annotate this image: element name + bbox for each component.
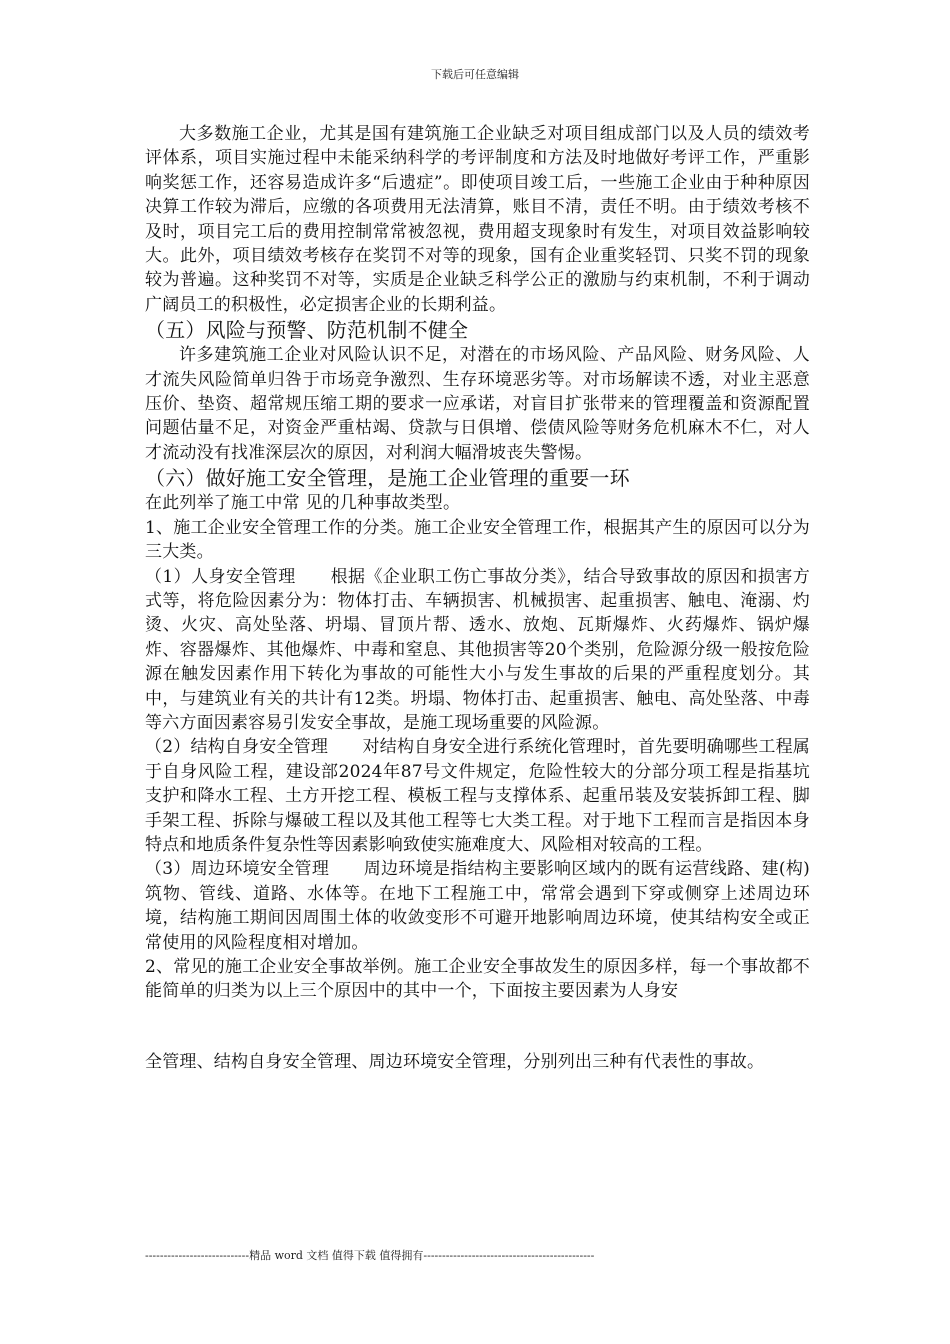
paragraph-accident-examples: 2、常见的施工企业安全事故举例。施工企业安全事故发生的原因多样，每一个事故都不能简单的归类为以上三个原因中的其中一个，下面按主要因素为人身安: [145, 957, 810, 1002]
section-heading-5: （五）风险与预警、防范机制不健全: [145, 318, 469, 343]
page-footer: ----------------------------精品 word 文档 值得下载 值得拥有----------------------------------------------: [145, 1249, 595, 1262]
section-heading-6: （六）做好施工安全管理，是施工企业管理的重要一环: [145, 466, 630, 491]
paragraph-performance-evaluation: 大多数施工企业，尤其是国有建筑施工企业缺乏对项目组成部门以及人员的绩效考评体系，项目实施过程中未能采纳科学的考评制度和方法及时地做好考评工作，严重影响奖惩工作，还容易造成许多“后遗症”。即使项目竣工后，一些施工企业由于种种原因决算工作较为滞后，应缴的各项费用无法清算，账目不清，责任不明。由于绩效考核不及时，项目完工后的费用控制常常被忽视，费用超支现象时有发生，对项目效益影响较大。此外，项目绩效考核存在奖罚不对等的现象，国有企业重奖轻罚、只奖不罚的现象较为普遍。这种奖罚不对等，实质是企业缺乏科学公正的激励与约束机制，不利于调动广阔员工的积极性，必定损害企业的长期利益。: [145, 124, 810, 315]
paragraph-safety-classification: 1、施工企业安全管理工作的分类。施工企业安全管理工作，根据其产生的原因可以分为三大类。: [145, 517, 810, 563]
paragraph-environment-safety: （3）周边环境安全管理 周边环境是指结构主要影响区域内的既有运营线路、建(构)筑物、管线、道路、水体等。在地下工程施工中，常常会遇到下穿或侧穿上述周边环境，结构施工期间因周围土体的收敛变形不可避开地影响周边环境，使其结构安全或正常使用的风险程度相对增加。: [145, 859, 810, 953]
paragraph-structural-safety: （2）结构自身安全管理 对结构自身安全进行系统化管理时，首先要明确哪些工程属于自身风险工程，建设部2024年87号文件规定，危险性较大的分部分项工程是指基坑支护和降水工程、土方开挖工程、模板工程与支撑体系、起重吊装及安装拆卸工程、脚手架工程、拆除与爆破工程以及其他工程等七大类工程。对于地下工程而言是指因本身特点和地质条件复杂性等因素影响致使实施难度大、风险相对较高的工程。: [145, 737, 810, 855]
document-body: [145, 122, 810, 1074]
paragraph-risk-awareness: 许多建筑施工企业对风险认识不足，对潜在的市场风险、产品风险、财务风险、人才流失风险简单归咎于市场竞争激烈、生存环境恶劣等。对市场解读不透，对业主恶意压价、垫资、超常规压缩工期的要求一应承诺，对盲目扩张带来的管理覆盖和资源配置问题估量不足，对资金严重枯竭、贷款与日俱增、偿债风险等财务危机麻木不仁，对人才流动没有找准深层次的原因，对利润大幅滑坡丧失警惕。: [145, 345, 810, 463]
page-header: 下载后可任意编辑: [431, 68, 519, 81]
paragraph-personal-safety: （1）人身安全管理 根据《企业职工伤亡事故分类》，结合导致事故的原因和损害方式等，将危险因素分为：物体打击、车辆损害、机械损害、起重损害、触电、淹溺、灼烫、火灾、高处坠落、坍塌、冒顶片帮、透水、放炮、瓦斯爆炸、火药爆炸、锅炉爆炸、容器爆炸、其他爆炸、中毒和窒息、其他损害等20个类别，危险源分级一般按危险源在触发因素作用下转化为事故的可能性大小与发生事故的后果的严重程度划分。其中，与建筑业有关的共计有12类。坍塌、物体打击、起重损害、触电、高处坠落、中毒等六方面因素容易引发安全事故，是施工现场重要的风险源。: [145, 566, 810, 733]
page-break-gap: [145, 1004, 810, 1050]
paragraph-accident-types-intro: 在此列举了施工中常 见的几种事故类型。: [145, 493, 461, 514]
paragraph-accident-examples-continued: 全管理、结构自身安全管理、周边环境安全管理，分别列出三种有代表性的事故。: [145, 1051, 765, 1072]
